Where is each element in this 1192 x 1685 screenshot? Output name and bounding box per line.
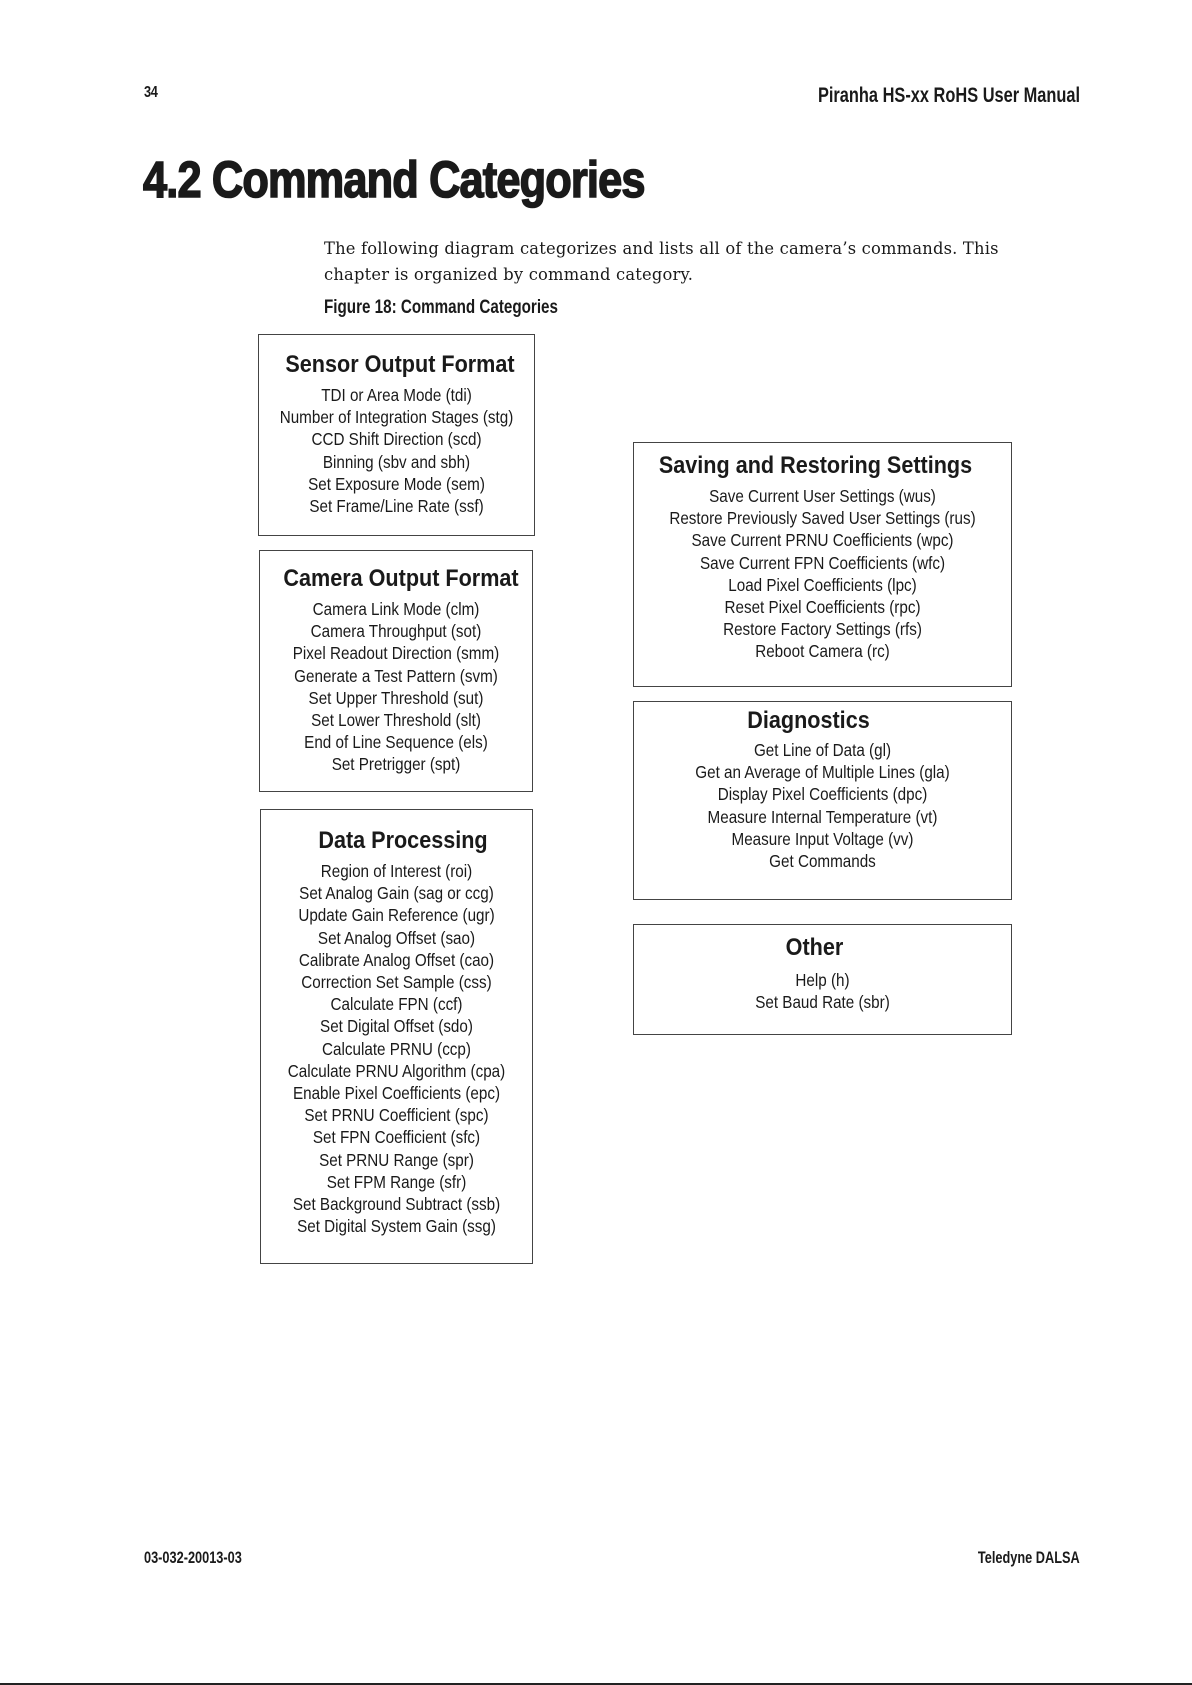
box-title: Sensor Output Format	[285, 351, 515, 378]
box-sensor-output-format	[258, 334, 535, 536]
command-item: Set Upper Threshold (sut)	[308, 687, 484, 708]
box-title: Data Processing	[318, 827, 488, 854]
command-list	[634, 739, 1011, 872]
section-title: 4.2 Command Categories	[143, 151, 645, 208]
command-list	[634, 485, 1011, 663]
command-item: Camera Link Mode (clm)	[312, 599, 480, 619]
command-item: Restore Factory Settings (rfs)	[723, 619, 922, 640]
command-item: Correction Set Sample (css)	[301, 972, 492, 993]
command-item: Set Analog Gain (sag or ccg)	[299, 883, 494, 904]
command-item: Set PRNU Coefficient (spc)	[304, 1105, 489, 1126]
command-item: Set Background Subtract (ssb)	[292, 1194, 501, 1215]
command-item: Set Digital System Gain (ssg)	[297, 1216, 496, 1237]
command-item: Get Line of Data (gl)	[753, 740, 892, 760]
box-diagnostics	[633, 701, 1012, 900]
command-item: Reboot Camera (rc)	[755, 641, 890, 662]
command-item: Generate a Test Pattern (svm)	[294, 665, 498, 686]
box-title: Diagnostics	[747, 707, 870, 734]
command-item: Set Exposure Mode (sem)	[308, 473, 485, 494]
running-header: Piranha HS-xx RoHS User Manual	[817, 84, 1080, 107]
command-item: Set Lower Threshold (slt)	[311, 710, 481, 731]
command-item: Calculate PRNU (ccp)	[322, 1038, 471, 1059]
command-item: Measure Internal Temperature (vt)	[707, 806, 938, 827]
box-data-processing	[260, 809, 533, 1264]
command-item: Display Pixel Coefficients (dpc)	[717, 784, 928, 805]
command-item: Reset Pixel Coefficients (rpc)	[724, 597, 921, 618]
command-item: Set PRNU Range (spr)	[319, 1149, 474, 1170]
command-item: Get Commands	[769, 851, 876, 872]
command-item: Calibrate Analog Offset (cao)	[298, 949, 495, 970]
command-item: Help (h)	[795, 970, 850, 990]
command-item: Restore Previously Saved User Settings (rus)	[669, 508, 976, 529]
footer-document-number: 03-032-20013-03	[144, 1548, 242, 1567]
command-list	[261, 860, 532, 1237]
page-number: 34	[144, 84, 158, 101]
box-title: Saving and Restoring Settings	[658, 452, 973, 479]
command-item: Set Digital Offset (sdo)	[320, 1016, 473, 1037]
command-item: Binning (sbv and sbh)	[322, 451, 471, 472]
command-item: Load Pixel Coefficients (lpc)	[728, 574, 917, 595]
command-item: CCD Shift Direction (scd)	[311, 429, 482, 450]
command-item: TDI or Area Mode (tdi)	[321, 385, 472, 405]
command-item: Set Pretrigger (spt)	[331, 754, 461, 775]
box-camera-output-format	[259, 550, 533, 792]
command-list	[634, 969, 1011, 1013]
command-item: Number of Integration Stages (stg)	[279, 407, 514, 428]
command-list	[259, 384, 534, 517]
figure-caption: Figure 18: Command Categories	[324, 297, 558, 318]
command-item: Update Gain Reference (ugr)	[298, 905, 495, 926]
footer-company: Teledyne DALSA	[978, 1548, 1080, 1567]
command-item: Set FPN Coefficient (sfc)	[312, 1127, 481, 1148]
command-item: Calculate FPN (ccf)	[330, 994, 463, 1015]
command-item: Set Frame/Line Rate (ssf)	[309, 496, 484, 517]
command-item: Pixel Readout Direction (smm)	[292, 643, 500, 664]
command-item: Save Current FPN Coefficients (wfc)	[699, 552, 946, 573]
command-item: Enable Pixel Coefficients (epc)	[292, 1083, 501, 1104]
box-title: Other	[785, 934, 844, 961]
box-saving-restoring-settings	[633, 442, 1012, 687]
command-item: Set FPM Range (sfr)	[326, 1171, 467, 1192]
command-list	[260, 598, 532, 776]
command-item: Set Analog Offset (sao)	[317, 927, 476, 948]
command-item: Camera Throughput (sot)	[310, 621, 482, 642]
box-title: Camera Output Format	[283, 565, 519, 592]
command-item: Save Current PRNU Coefficients (wpc)	[691, 530, 954, 551]
box-other	[633, 924, 1012, 1035]
command-item: Region of Interest (roi)	[320, 861, 473, 881]
command-item: Measure Input Voltage (vv)	[731, 828, 914, 849]
command-item: Set Baud Rate (sbr)	[755, 992, 890, 1013]
command-item: Save Current User Settings (wus)	[709, 486, 936, 506]
intro-paragraph: The following diagram categorizes and lists all of the camera’s commands. This chapter is organized by command category.	[324, 239, 999, 285]
command-item: Calculate PRNU Algorithm (cpa)	[287, 1060, 506, 1081]
command-item: Get an Average of Multiple Lines (gla)	[695, 762, 950, 783]
command-item: End of Line Sequence (els)	[304, 732, 488, 753]
